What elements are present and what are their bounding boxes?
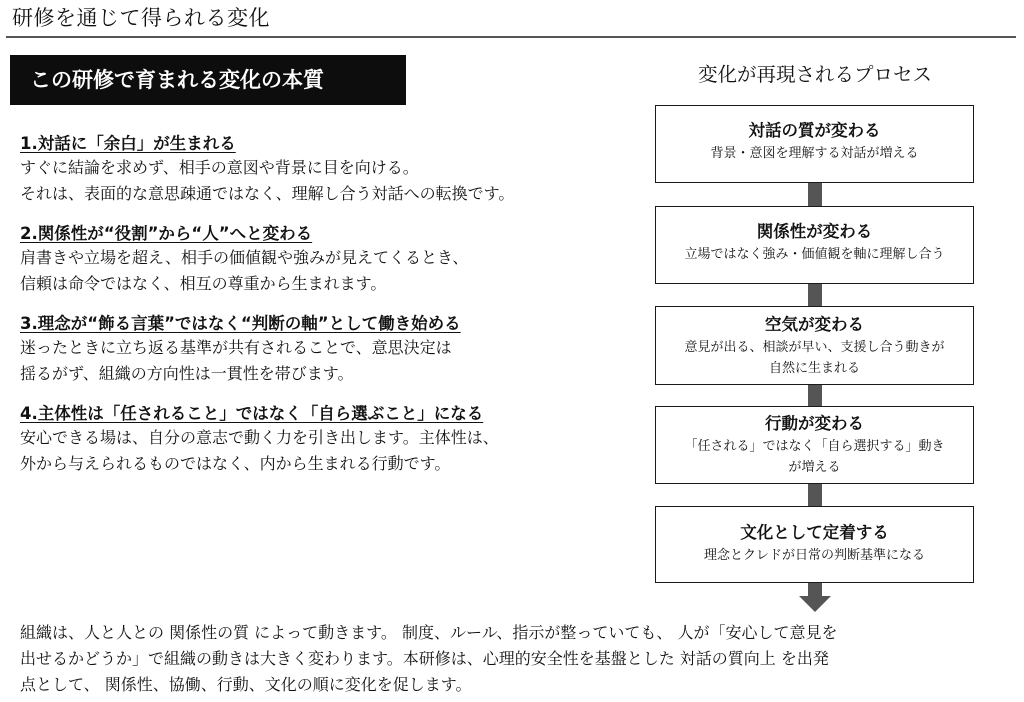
point-heading: 1.対話に「余白」が生まれる [20, 134, 236, 153]
process-step-desc: が増える [788, 460, 841, 475]
point-text-line: すぐに結論を求めず、相手の意図や背景に目を向ける。 [20, 158, 419, 177]
process-step-title: 空気が変わる [765, 315, 864, 334]
process-step-atmosphere [655, 306, 974, 385]
process-step-desc: 立場ではなく強み・価値観を軸に理解し合う [684, 247, 945, 262]
summary-paragraph [20, 620, 1010, 698]
process-step-desc: 意見が出る、相談が早い、支援し合う動きが [684, 340, 945, 355]
process-step-title: 行動が変わる [765, 414, 864, 433]
change-point-3 [20, 313, 620, 387]
page-title: 研修を通じて得られる変化 [12, 6, 270, 30]
change-point-1 [20, 133, 620, 207]
process-step-dialogue [655, 105, 974, 183]
point-text-line: 迷ったときに立ち返る基準が共有されることで、意思決定は [20, 338, 452, 357]
summary-line: 点として、 関係性、協働、行動、文化の順に変化を促します。 [20, 675, 472, 694]
process-step-culture [655, 506, 974, 583]
summary-line: 組織は、人と人との 関係性の質 によって動きます。 制度、ルール、指示が整っていても、 人が「安心して意見を [20, 623, 838, 642]
process-step-desc: 背景・意図を理解する対話が増える [710, 146, 919, 161]
point-heading: 3.理念が“飾る言葉”ではなく“判断の軸”として働き始める [20, 314, 461, 333]
point-text-line: 安心できる場は、自分の意志で動く力を引き出します。主体性は、 [20, 428, 499, 447]
process-step-desc: 「任される」ではなく「自ら選択する」動き [684, 439, 945, 454]
process-step-desc: 自然に生まれる [768, 361, 860, 376]
point-text-line: それは、表面的な意思疎通ではなく、理解し合う対話への転換です。 [20, 184, 515, 203]
process-step-relationship [655, 206, 974, 284]
point-text-line: 肩書きや立場を超え、相手の価値観や強みが見えてくるとき、 [20, 248, 469, 267]
process-title: 変化が再現されるプロセス [697, 63, 932, 86]
process-connector [808, 583, 822, 597]
point-text-line: 信頼は命令ではなく、相互の尊重から生まれます。 [20, 274, 387, 293]
title-divider [6, 36, 1016, 38]
process-step-title: 文化として定着する [740, 523, 889, 542]
process-connector [808, 183, 822, 207]
point-heading: 4.主体性は「任されること」ではなく「自ら選ぶこと」になる [20, 404, 484, 423]
change-points-list [20, 133, 620, 493]
process-connector [808, 283, 822, 307]
process-connector [808, 484, 822, 507]
process-connector [808, 385, 822, 407]
point-heading: 2.関係性が“役割”から“人”へと変わる [20, 224, 313, 243]
point-text-line: 揺るがず、組織の方向性は一貫性を帯びます。 [20, 364, 354, 383]
point-text-line: 外から与えられるものではなく、内から生まれる行動です。 [20, 454, 451, 473]
process-step-title: 対話の質が変わる [748, 121, 881, 140]
change-point-4 [20, 403, 620, 477]
process-step-title: 関係性が変わる [756, 222, 873, 241]
process-step-desc: 理念とクレドが日常の判断基準になる [703, 548, 925, 563]
down-arrow-icon [799, 596, 831, 612]
process-step-action [655, 406, 974, 484]
summary-line: 出せるかどうか」で組織の動きは大きく変わります。本研修は、心理的安全性を基盤とした 対話の質向上 を出発 [20, 649, 829, 668]
change-point-2 [20, 223, 620, 297]
section-banner: この研修で育まれる変化の本質 [10, 55, 406, 105]
